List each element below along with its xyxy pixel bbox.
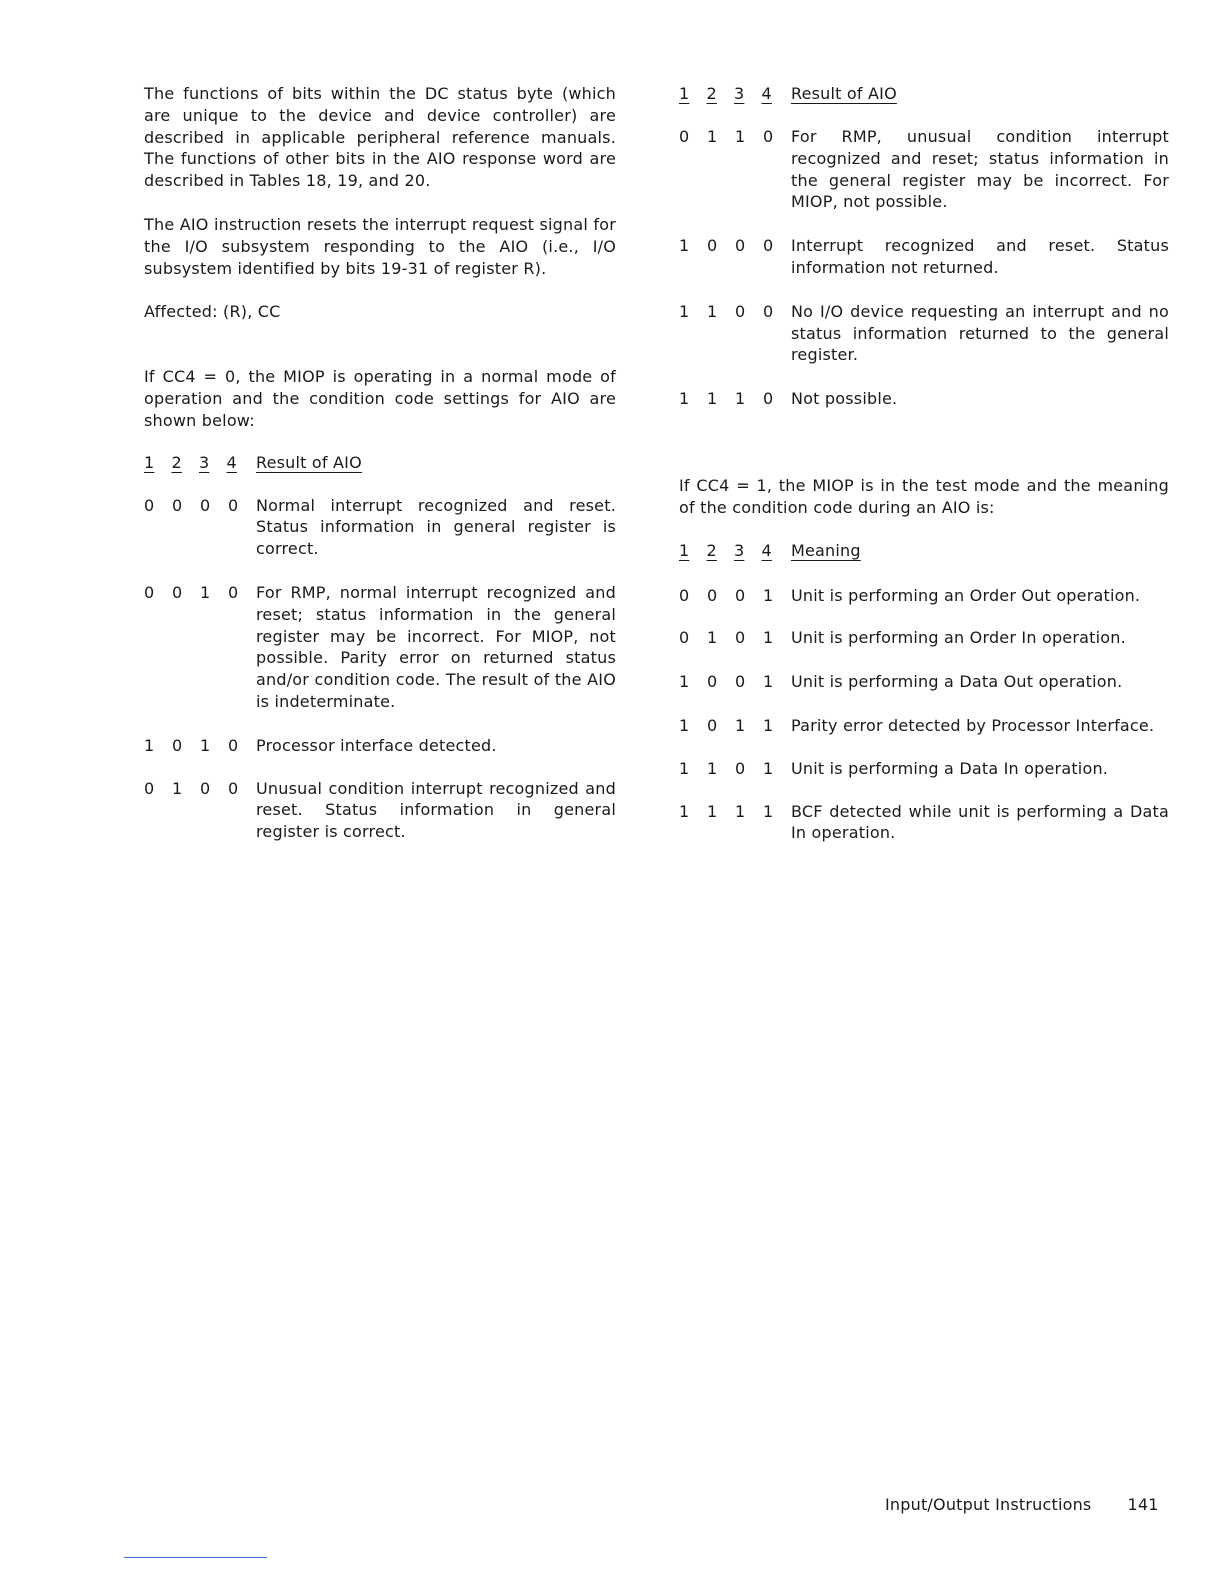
bit-label: 4 (761, 84, 772, 103)
bit-value: 1 (200, 582, 211, 602)
bit-value: 0 (735, 301, 746, 321)
table-row (679, 388, 1169, 410)
table-row (679, 671, 1169, 693)
bit-value: 1 (735, 389, 746, 409)
bit-label: 1 (679, 540, 690, 560)
bit-value: 1 (679, 715, 690, 735)
row-description: For RMP, unusual condition interrupt recognized and reset; status information in the general register may be incorrect. For MIOP, not possible. (791, 127, 1169, 212)
bit-value: 0 (707, 585, 718, 605)
bit-value: 1 (707, 758, 718, 778)
bit-value: 1 (735, 127, 746, 146)
bit-value: 1 (679, 672, 690, 692)
bit-value: 1 (707, 127, 718, 146)
bit-value: 0 (763, 389, 774, 409)
bit-label: 2 (171, 452, 182, 472)
bit-value: 0 (735, 585, 746, 605)
bit-value: 0 (763, 236, 774, 256)
bit-value: 0 (200, 778, 211, 798)
bit-label: 4 (761, 540, 772, 560)
table-row (679, 758, 1169, 780)
table-row (679, 627, 1169, 649)
bit-value: 1 (679, 236, 690, 256)
header-label: Result of AIO (791, 84, 897, 103)
bit-value: 0 (144, 495, 155, 515)
bit-value: 0 (228, 778, 239, 798)
bit-value: 1 (707, 801, 718, 821)
bit-value: 1 (707, 628, 718, 648)
bit-value: 1 (763, 628, 774, 648)
bit-label: 1 (679, 84, 690, 103)
row-description: Unit is performing an Order Out operation. (791, 585, 1141, 605)
bit-value: 1 (200, 735, 211, 755)
right-column (679, 83, 1169, 844)
header-bits (679, 540, 789, 562)
header-label: Meaning (791, 540, 861, 560)
bit-value: 0 (679, 628, 690, 648)
bit-label: 3 (734, 84, 745, 103)
table-row (679, 235, 1169, 279)
table-row (679, 715, 1169, 737)
row-description: Unit is performing an Order In operation. (791, 628, 1126, 648)
bit-value: 0 (707, 672, 718, 692)
bit-value: 1 (679, 389, 690, 409)
bit-value: 1 (679, 758, 690, 778)
paragraph-cc4-zero: If CC4 = 0, the MIOP is operating in a normal mode of operation and the condition code settings for AIO are shown below: (144, 367, 616, 430)
bit-value: 0 (172, 582, 183, 602)
bit-value: 0 (707, 236, 718, 256)
row-description: Processor interface detected. (256, 735, 497, 755)
paragraph-cc4-one: If CC4 = 1, the MIOP is in the test mode and the meaning of the condition code during an AIO is: (679, 475, 1169, 517)
table-row (144, 495, 616, 560)
bit-label: 2 (706, 540, 717, 560)
table-row (679, 126, 1169, 213)
bit-value: 1 (763, 801, 774, 821)
left-column (144, 83, 616, 843)
table-row (679, 801, 1169, 845)
paragraph-dc-status: The functions of bits within the DC status byte (which are unique to the device and device controller) are described in applicable peripheral reference manuals. The functions of other bits in the AIO response word are described in Tables 18, 19, and 20. (144, 84, 616, 191)
table-row (679, 585, 1169, 607)
table-row (144, 582, 616, 713)
row-description: No I/O device requesting an interrupt and no status information returned to the general register. (791, 301, 1169, 365)
bit-value: 0 (228, 735, 239, 755)
bit-value: 1 (763, 758, 774, 778)
bit-value: 1 (679, 801, 690, 821)
row-description: Unit is performing a Data Out operation. (791, 672, 1123, 692)
bit-value: 0 (735, 628, 746, 648)
bit-value: 0 (172, 735, 183, 755)
bit-value: 1 (679, 301, 690, 321)
bit-value: 0 (228, 582, 239, 602)
bit-value: 1 (763, 585, 774, 605)
bottom-divider (124, 1557, 267, 1558)
affected-line: Affected: (R), CC (144, 302, 281, 322)
bit-label: 4 (226, 452, 237, 472)
header-bits (679, 83, 789, 105)
bit-value: 0 (200, 495, 211, 515)
table-row (679, 301, 1169, 366)
table-header-result (144, 452, 616, 474)
bit-value: 0 (735, 236, 746, 256)
bit-value: 1 (735, 715, 746, 735)
table-row (144, 778, 616, 843)
bit-value: 0 (228, 495, 239, 515)
bit-value: 1 (735, 801, 746, 821)
bit-label: 3 (734, 540, 745, 560)
row-description: Unusual condition interrupt recognized and reset. Status information in general register is correct. (256, 778, 616, 842)
bit-value: 0 (172, 495, 183, 515)
bit-value: 1 (707, 389, 718, 409)
row-description: Interrupt recognized and reset. Status information not returned. (791, 236, 1169, 277)
row-description: BCF detected while unit is performing a Data In operation. (791, 801, 1169, 843)
bit-value: 0 (763, 127, 774, 146)
bit-value: 0 (144, 778, 155, 798)
row-description: Not possible. (791, 389, 898, 409)
bit-value: 0 (735, 672, 746, 692)
bit-value: 0 (735, 758, 746, 778)
row-description: Normal interrupt recognized and reset. Status information in general register is correct. (256, 495, 616, 559)
page-footer (885, 1494, 1159, 1516)
bit-value: 0 (763, 301, 774, 321)
bit-value: 1 (707, 301, 718, 321)
bit-value: 0 (144, 582, 155, 602)
bit-label: 1 (144, 452, 155, 472)
header-label: Result of AIO (256, 452, 362, 472)
bit-value: 1 (172, 778, 183, 798)
paragraph-aio-reset: The AIO instruction resets the interrupt request signal for the I/O subsystem responding to the AIO (i.e., I/O subsystem identified by bits 19-31 of register R). (144, 214, 616, 278)
bit-value: 1 (763, 672, 774, 692)
bit-label: 3 (199, 452, 210, 472)
header-bits (144, 452, 254, 474)
bit-value: 0 (679, 585, 690, 605)
table-header-result (679, 83, 1169, 105)
footer-section-title: Input/Output Instructions (885, 1495, 1092, 1514)
table-row (144, 735, 616, 757)
bit-label: 2 (706, 84, 717, 103)
row-description: Parity error detected by Processor Interface. (791, 715, 1155, 735)
page-number: 141 (1127, 1495, 1159, 1514)
row-description: Unit is performing a Data In operation. (791, 758, 1109, 778)
table-header-meaning (679, 540, 1169, 562)
row-description: For RMP, normal interrupt recognized and reset; status information in the general register may be incorrect. For MIOP, not possible. Parity error on returned status and/or condition code. The result of the AIO is indeterminate. (256, 582, 616, 711)
bit-value: 1 (763, 715, 774, 735)
bit-value: 0 (679, 127, 690, 146)
bit-value: 1 (144, 735, 155, 755)
bit-value: 0 (707, 715, 718, 735)
